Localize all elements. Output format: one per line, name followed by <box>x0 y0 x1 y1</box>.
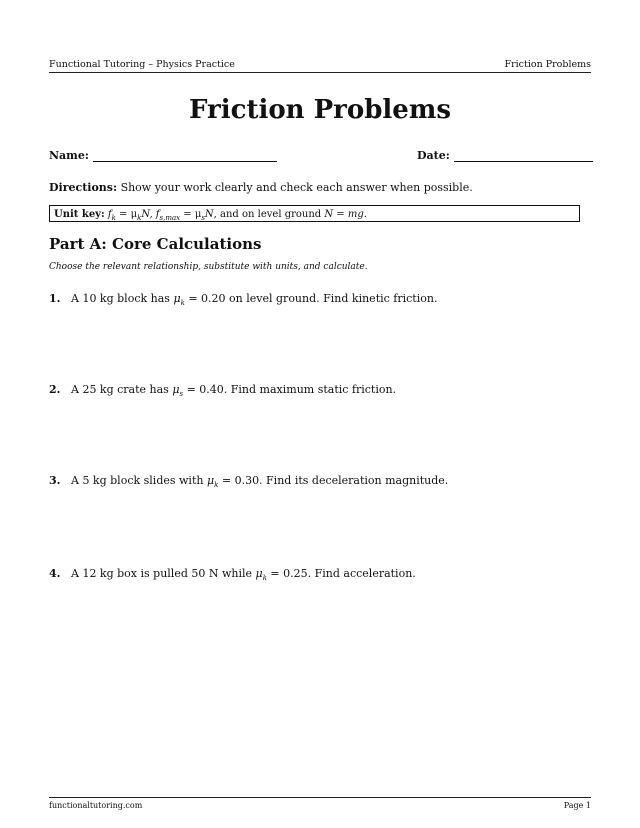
directions-text: Show your work clearly and check each answer when possible. <box>120 181 473 194</box>
question-number: 3. <box>49 474 61 487</box>
header-right: Friction Problems <box>504 59 591 70</box>
unit-key-f1: f <box>107 209 112 220</box>
unit-key-box <box>49 205 580 222</box>
question-text-pre: A 10 kg block has <box>71 292 174 305</box>
name-field <box>49 149 277 162</box>
header-left: Functional Tutoring – Physics Practice <box>49 59 235 70</box>
footer-page-number: Page 1 <box>563 801 591 810</box>
date-field <box>417 149 593 162</box>
mu-subscript: k <box>180 299 185 308</box>
unit-key-eq3: N = mg. <box>324 209 367 220</box>
question-text-pre: A 25 kg crate has <box>71 383 173 396</box>
unit-key-eq1: = μ <box>115 209 138 220</box>
question-text <box>71 292 437 307</box>
date-label: Date: <box>417 149 450 162</box>
page-title: Friction Problems <box>189 95 451 125</box>
question-text <box>71 383 396 398</box>
mu-symbol: μ <box>172 383 180 396</box>
mu-symbol: μ <box>255 567 263 580</box>
mu-subscript: k <box>262 574 267 583</box>
question-text-pre: A 12 kg box is pulled 50 N while <box>71 567 256 580</box>
name-blank-line[interactable] <box>93 151 277 162</box>
question-text-post: = 0.30. Find its deceleration magnitude. <box>218 474 449 487</box>
mu-symbol: μ <box>173 292 181 305</box>
mu-symbol: μ <box>206 474 215 487</box>
question-1 <box>49 292 437 307</box>
unit-key-text: , and on level ground <box>213 209 325 220</box>
unit-key-eq2: = μ <box>180 209 202 220</box>
unit-key-f1-sub: k <box>111 214 116 222</box>
page-footer <box>49 797 591 810</box>
question-3 <box>49 474 448 489</box>
unit-key-eq1-tail: N, <box>141 209 156 220</box>
question-4 <box>49 567 416 582</box>
unit-key-eq2-sub: s <box>201 214 205 222</box>
unit-key-eq2-tail: N <box>204 209 214 220</box>
question-number: 1. <box>49 292 61 305</box>
question-text-post: = 0.40. Find maximum static friction. <box>183 383 397 396</box>
part-a-instructions: Choose the relevant relationship, substitute with units, and calculate. <box>49 262 368 272</box>
question-number: 4. <box>49 567 61 580</box>
question-text <box>71 567 416 582</box>
mu-subscript: s <box>179 390 184 399</box>
question-text-pre: A 5 kg block slides with <box>71 474 207 487</box>
question-2 <box>49 383 396 398</box>
directions <box>49 181 473 194</box>
footer-website: functionaltutoring.com <box>49 801 143 810</box>
question-number: 2. <box>49 383 61 396</box>
date-blank-line[interactable] <box>454 151 593 162</box>
running-header <box>49 59 591 73</box>
unit-key-eq1-sub: k <box>137 214 142 222</box>
question-text <box>71 474 448 489</box>
part-a-heading: Part A: Core Calculations <box>49 235 262 253</box>
directions-label: Directions: <box>49 181 118 194</box>
mu-subscript: k <box>214 481 219 490</box>
unit-key-label: Unit key: <box>54 209 105 220</box>
question-text-post: = 0.20 on level ground. Find kinetic friction. <box>184 292 438 305</box>
unit-key-f2-sub: s,max <box>159 214 181 222</box>
unit-key-f2: f <box>155 209 160 220</box>
name-label: Name: <box>49 149 89 162</box>
question-text-post: = 0.25. Find acceleration. <box>266 567 416 580</box>
